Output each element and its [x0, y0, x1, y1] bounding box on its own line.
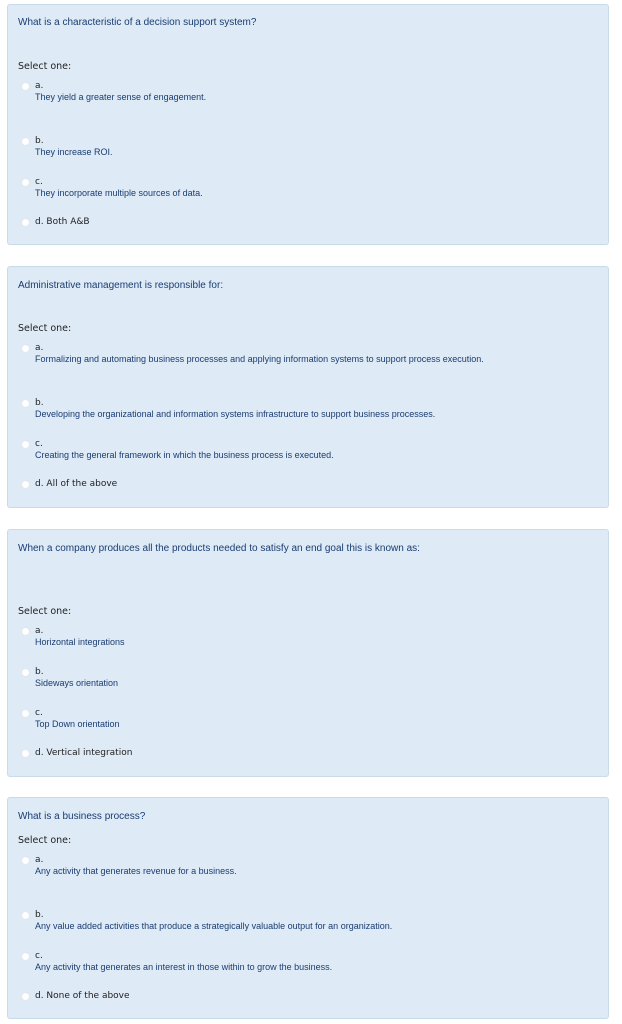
radio-button[interactable]: [21, 668, 30, 677]
option-letter: c.: [35, 951, 43, 961]
option-letter: c.: [35, 439, 43, 449]
question-text: What is a characteristic of a decision support system?: [18, 17, 257, 28]
option-text: d. Vertical integration: [35, 748, 133, 758]
option-letter: a.: [35, 81, 44, 91]
select-one-label: Select one:: [18, 61, 72, 72]
radio-button[interactable]: [21, 992, 30, 1001]
option-letter: a.: [35, 343, 44, 353]
option-letter: b.: [35, 910, 44, 920]
radio-button[interactable]: [21, 82, 30, 91]
option-text: They increase ROI.: [35, 147, 113, 157]
question-card-3: [7, 529, 609, 777]
question-text: Administrative management is responsible for:: [18, 280, 224, 291]
option-text: Top Down orientation: [35, 719, 120, 729]
question-card-4: [7, 797, 609, 1019]
option-letter: a.: [35, 855, 44, 865]
option-text: Any value added activities that produce a strategically valuable output for an organization.: [35, 921, 393, 931]
option-text: Developing the organizational and information systems infrastructure to support business processes.: [35, 409, 436, 419]
option-text: Any activity that generates an interest in those within to grow the business.: [35, 962, 333, 972]
option-letter: b.: [35, 398, 44, 408]
radio-button[interactable]: [21, 399, 30, 408]
option-text: They incorporate multiple sources of data.: [35, 188, 203, 198]
option-letter: c.: [35, 177, 43, 187]
radio-button[interactable]: [21, 137, 30, 146]
radio-button[interactable]: [21, 440, 30, 449]
radio-button[interactable]: [21, 627, 30, 636]
select-one-label: Select one:: [18, 835, 72, 846]
select-one-label: Select one:: [18, 323, 72, 334]
radio-button[interactable]: [21, 344, 30, 353]
option-text: d. None of the above: [35, 991, 130, 1001]
option-letter: b.: [35, 667, 44, 677]
radio-button[interactable]: [21, 178, 30, 187]
radio-button[interactable]: [21, 709, 30, 718]
radio-button[interactable]: [21, 856, 30, 865]
option-letter: a.: [35, 626, 44, 636]
option-letter: b.: [35, 136, 44, 146]
radio-button[interactable]: [21, 911, 30, 920]
radio-button[interactable]: [21, 749, 30, 758]
option-text: Any activity that generates revenue for a business.: [35, 866, 237, 876]
question-text: What is a business process?: [18, 811, 146, 822]
question-text: When a company produces all the products needed to satisfy an end goal this is known as:: [18, 543, 420, 554]
option-text: Formalizing and automating business processes and applying information systems to support process execution.: [35, 354, 484, 364]
radio-button[interactable]: [21, 952, 30, 961]
option-text: d. Both A&B: [35, 217, 90, 227]
option-text: d. All of the above: [35, 479, 118, 489]
select-one-label: Select one:: [18, 606, 72, 617]
option-text: Creating the general framework in which the business process is executed.: [35, 450, 334, 460]
question-card-2: [7, 266, 609, 508]
option-text: Sideways orientation: [35, 678, 119, 688]
option-letter: c.: [35, 708, 43, 718]
option-text: Horizontal integrations: [35, 637, 125, 647]
question-card-1: [7, 4, 609, 245]
option-text: They yield a greater sense of engagement.: [35, 92, 207, 102]
radio-button[interactable]: [21, 480, 30, 489]
radio-button[interactable]: [21, 218, 30, 227]
